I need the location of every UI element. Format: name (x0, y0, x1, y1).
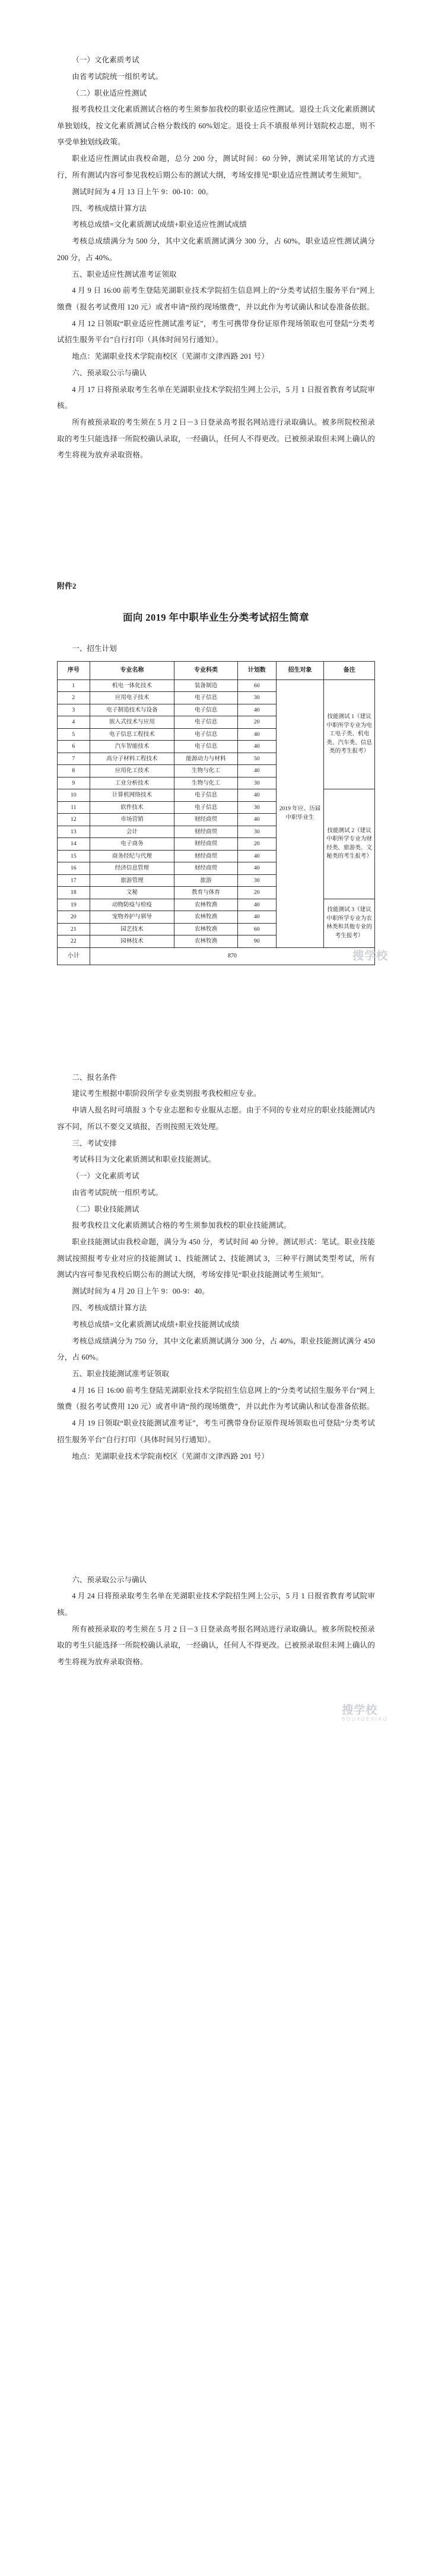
cell-major-name: 汽车智能技术 (90, 741, 174, 753)
cell-plan-count: 30 (237, 801, 276, 814)
heading-section-four-p3: 四、考核成绩计算方法 (72, 1304, 147, 1312)
cell-plan-count: 20 (237, 887, 276, 899)
cell-plan-count: 40 (237, 765, 276, 777)
cell-remarks: 技能测试 2（建议中职所学专业为财经类、旅游类、文秘类的考生报考） (324, 789, 375, 899)
paragraph-culture-exam: 由省考试院统一组织考试。 (72, 72, 163, 81)
paragraph-score-weight: 考核总成绩满分为 500 分，其中文化素质测试满分 300 分，占 60%，职业适应性测试满分 200 分，占 40%。 (57, 237, 375, 262)
cell-serial-no: 14 (58, 838, 90, 851)
paragraph-major-suggestion: 建议考生根据中职阶段所学专业类别报考我校相应专业。 (72, 1089, 261, 1098)
cell-major-category: 电子信息 (174, 692, 237, 704)
cell-plan-count: 40 (237, 862, 276, 875)
paragraph-payment-p3: 4 月 16 日 16:00 前考生登陆芜湖职业技术学院招生信息网上的“分类考试招生服务平台”网上缴费（报名考试费用 120 元）或者申请“预约现场缴费”，并以此作为考试确认和试卷准备依据。 (57, 1386, 375, 1411)
cell-major-name: 园艺技术 (90, 923, 174, 935)
header-remarks: 备注 (324, 661, 375, 679)
cell-serial-no: 17 (58, 874, 90, 887)
cell-major-name: 动物防疫与检疫 (90, 899, 174, 911)
cell-major-category: 生物与化工 (174, 765, 237, 777)
cell-major-category: 旅游 (174, 874, 237, 887)
document-page-3 (0, 1020, 432, 1483)
paragraph-aptitude-1: 报考我校且文化素质测试合格的考生须参加我校的职业适应性测试。退役士兵文化素质测试单独划线，按文化素质测试合格分数线的 60%划定。退役士兵不填报单列计划院校志愿，则不享受单独划线政策。 (57, 105, 375, 146)
cell-serial-no: 19 (58, 899, 90, 911)
page-separator-3 (0, 1483, 432, 1520)
cell-total-value: 870 (90, 947, 374, 965)
cell-major-category: 农林牧渔 (174, 899, 237, 911)
document-page-2 (0, 524, 432, 983)
heading-enrollment-plan: 一、招生计划 (72, 644, 117, 653)
cell-serial-no: 9 (58, 777, 90, 789)
cell-plan-count: 90 (237, 935, 276, 948)
paragraph-publicity-p4: 4 月 24 日将预录取考生名单在芜湖职业技术学院招生网上公示，5 月 1 日报省教育考试院审核。 (57, 1592, 375, 1617)
cell-serial-no: 6 (58, 741, 90, 753)
cell-plan-count: 40 (237, 741, 276, 753)
cell-serial-no: 21 (58, 923, 90, 935)
paragraph-score-formula-p3: 考核总成绩=文化素质测试成绩+职业技能测试成绩 (72, 1320, 240, 1329)
cell-major-name: 旅游管理 (90, 874, 174, 887)
cell-major-category: 农林牧渔 (174, 923, 237, 935)
cell-major-name: 商务经纪与代理 (90, 850, 174, 862)
paragraph-publicity: 4 月 17 日将预录取考生名单在芜湖职业技术学院招生网上公示，5 月 1 日报省教育考试院审核。 (57, 385, 375, 410)
cell-major-category: 财经商贸 (174, 850, 237, 862)
paragraph-location-p3: 地点：芜湖职业技术学院南校区（芜湖市文津西路 201 号） (72, 1452, 269, 1461)
cell-major-name: 经济信息管理 (90, 862, 174, 875)
paragraph-score-formula: 考核总成绩=文化素质测试成绩+职业适应性测试成绩 (72, 220, 247, 229)
cell-serial-no: 7 (58, 753, 90, 765)
watermark-text: 搜学校 (352, 949, 388, 962)
cell-major-name: 高分子材料工程技术 (90, 753, 174, 765)
cell-serial-no: 5 (58, 728, 90, 741)
attachment-label: 附件2 (57, 581, 77, 590)
paragraph-volunteer-rules: 申请人报名时可填报 3 个专业志愿和专业服从志愿。由于不同的专业对应的职业技能测试内容不同，所以不要交叉填报，否则按照无效处理。 (57, 1106, 375, 1131)
cell-major-name: 园林技术 (90, 935, 174, 948)
cell-major-name: 会计 (90, 826, 174, 838)
heading-section-five-p3: 五、职业技能测试准考证领取 (72, 1370, 169, 1378)
cell-major-name: 软件技术 (90, 801, 174, 814)
cell-major-name: 嵌入式技术与应用 (90, 716, 174, 729)
header-plan-count: 计划数 (237, 661, 276, 679)
cell-serial-no: 1 (58, 679, 90, 692)
enrollment-plan-table (57, 661, 375, 965)
paragraph-confirmation-p4: 所有被预录取的考生须在 5 月 2 日－3 日登录高考报名网站进行录取确认。被多所院校预录取的考生只能选择一所院校确认录取，一经确认，任何人不得更改。已被预录取但未网上确认的考生将视为放弃录取资格。 (57, 1624, 375, 1666)
table-row (58, 899, 375, 911)
paragraph-score-weight-p3: 考核总成绩满分为 750 分，其中文化素质测试满分 300 分，占 40%，职业技能测试满分 450 分，占 60%。 (57, 1336, 375, 1361)
cell-major-category: 电子信息 (174, 716, 237, 729)
document-page-1 (0, 0, 432, 488)
heading-section-six-p4: 六、预录取公示与确认 (72, 1575, 147, 1584)
cell-target-students: 2019 年应、历届中职毕业生 (276, 679, 324, 947)
table-row (58, 789, 375, 802)
cell-remarks: 技能测试 1（建议中职所学专业为电工电子类、机电类、汽车类、信息类的考生报考） (324, 679, 375, 789)
cell-major-name: 电子信息工程技术 (90, 728, 174, 741)
heading-skill-test: （二）职业技能测试 (72, 1205, 139, 1213)
cell-serial-no: 15 (58, 850, 90, 862)
heading-culture-exam: （一）文化素质考试 (72, 56, 139, 64)
cell-major-category: 农林牧渔 (174, 935, 237, 948)
cell-plan-count: 20 (237, 716, 276, 729)
table-header-row (58, 661, 375, 679)
paragraph-location: 地点：芜湖职业技术学院南校区（芜湖市文津西路 201 号） (72, 352, 269, 361)
cell-major-category: 电子信息 (174, 704, 237, 716)
cell-plan-count: 40 (237, 704, 276, 716)
header-major-category: 专业科类 (174, 661, 237, 679)
paragraph-test-time: 测试时间为 4 月 13 日上午 9：00-10：00。 (72, 187, 214, 196)
cell-serial-no: 20 (58, 911, 90, 924)
heading-section-five: 五、职业适应性测试准考证领取 (72, 270, 177, 279)
watermark-bottom (342, 1701, 388, 1722)
cell-plan-count: 40 (237, 728, 276, 741)
cell-major-name: 宠物养护与驯导 (90, 911, 174, 924)
cell-major-category: 生物与化工 (174, 777, 237, 789)
header-target-students: 招生对象 (276, 661, 324, 679)
cell-plan-count: 30 (237, 692, 276, 704)
cell-plan-count: 60 (237, 679, 276, 692)
paragraph-skill-time: 测试时间为 4 月 20 日上午 9：00-9：40。 (72, 1287, 209, 1295)
cell-plan-count: 40 (237, 789, 276, 802)
cell-serial-no: 2 (58, 692, 90, 704)
cell-major-category: 财经商贸 (174, 814, 237, 826)
cell-plan-count: 50 (237, 753, 276, 765)
heading-section-two: 二、报名条件 (72, 1073, 117, 1082)
cell-serial-no: 4 (58, 716, 90, 729)
cell-total-label: 小计 (58, 947, 90, 965)
cell-major-category: 电子信息 (174, 741, 237, 753)
cell-major-name: 电子制造技术与设备 (90, 704, 174, 716)
watermark (352, 947, 388, 963)
paragraph-culture-exam-p3: 由省考试院统一组织考试。 (72, 1188, 163, 1197)
heading-culture-exam-p3: （一）文化素质考试 (72, 1172, 139, 1180)
page-title: 面向 2019 年中职毕业生分类考试招生简章 (122, 612, 310, 623)
table-total-row (58, 947, 375, 965)
cell-major-category: 电子信息 (174, 801, 237, 814)
paragraph-confirmation: 所有被预录取的考生须在 5 月 2 日－3 日登录高考报名网站进行录取确认。被多所院校预录取的考生只能选择一所院校确认录取，一经确认，任何人不得更改。已被预录取但未网上确认的考生将视为放弃录取资格。 (57, 418, 375, 459)
header-serial-no: 序号 (58, 661, 90, 679)
cell-serial-no: 22 (58, 935, 90, 948)
cell-plan-count: 30 (237, 777, 276, 789)
cell-serial-no: 3 (58, 704, 90, 716)
heading-section-six: 六、预录取公示与确认 (72, 369, 147, 377)
cell-major-category: 教育与体育 (174, 887, 237, 899)
watermark-subtext: SOUXUEXIAO (342, 1716, 388, 1722)
paragraph-aptitude-2: 职业适应性测试由我校命题，总分 200 分，测试时间：60 分钟，测试采用笔试的方式进行，所有测试内容可参见我校后期公布的测试大纲，考场安排见“职业适应性测试考生须知”。 (57, 154, 375, 179)
paragraph-admission-ticket: 4 月 12 日领取“职业适应性测试准考证”，考生可携带身份证原件现场领取也可登陆“分类考试招生服务平台”自行打印（具体时间另行通知）。 (57, 319, 375, 344)
cell-remarks: 技能测试 3（建议中职所学专业为农林类和其他专业的考生报考） (324, 899, 375, 947)
table-body (58, 679, 375, 965)
cell-major-category: 能源动力与材料 (174, 753, 237, 765)
cell-serial-no: 8 (58, 765, 90, 777)
cell-major-name: 计算机网络技术 (90, 789, 174, 802)
cell-plan-count: 40 (237, 899, 276, 911)
cell-plan-count: 30 (237, 826, 276, 838)
cell-major-category: 财经商贸 (174, 838, 237, 851)
page-separator-2 (0, 983, 432, 1020)
cell-plan-count: 40 (237, 911, 276, 924)
cell-serial-no: 16 (58, 862, 90, 875)
cell-plan-count: 40 (237, 850, 276, 862)
cell-serial-no: 10 (58, 789, 90, 802)
header-major-name: 专业名称 (90, 661, 174, 679)
document-page-4 (0, 1520, 432, 1742)
cell-plan-count: 60 (237, 923, 276, 935)
cell-major-name: 文秘 (90, 887, 174, 899)
cell-major-name: 机电一体化技术 (90, 679, 174, 692)
cell-major-category: 财经商贸 (174, 862, 237, 875)
cell-serial-no: 11 (58, 801, 90, 814)
paragraph-exam-subjects: 考试科目为文化素质测试和职业技能测试。 (72, 1155, 216, 1164)
cell-plan-count: 20 (237, 838, 276, 851)
heading-aptitude-test: （二）职业适应性测试 (72, 88, 147, 97)
cell-serial-no: 12 (58, 814, 90, 826)
paragraph-admission-ticket-p3: 4 月 19 日领取“职业技能测试准考证”，考生可携带身份证原件现场领取也可登陆“分类考试招生服务平台”自行打印（具体时间另行通知）。 (57, 1419, 375, 1444)
cell-serial-no: 18 (58, 887, 90, 899)
cell-major-name: 应用化工技术 (90, 765, 174, 777)
table-row (58, 679, 375, 692)
cell-major-category: 电子信息 (174, 789, 237, 802)
cell-serial-no: 13 (58, 826, 90, 838)
watermark-text-bottom: 搜学校 (342, 1703, 378, 1717)
cell-plan-count: 30 (237, 874, 276, 887)
paragraph-skill-2: 职业技能测试由我校命题，满分为 450 分，考试时间 40 分钟。测试形式：笔试。职业技能测试按照报考专业对应的技能测试 1、技能测试 2、技能测试 3，三种平行测试类型考试，所有测试内容可参见我校后期公布的测试大纲，考场安排见“职业技能测试考生须知”。 (57, 1238, 375, 1279)
paragraph-skill-1: 报考我校且文化素质测试合格的考生须参加我校的职业技能测试。 (72, 1221, 291, 1229)
cell-major-category: 电子信息 (174, 728, 237, 741)
cell-major-category: 装备制造 (174, 679, 237, 692)
cell-major-category: 财经商贸 (174, 826, 237, 838)
cell-major-name: 电子商务 (90, 838, 174, 851)
heading-section-four: 四、考核成绩计算方法 (72, 204, 147, 213)
cell-major-name: 应用电子技术 (90, 692, 174, 704)
cell-major-name: 市场营销 (90, 814, 174, 826)
cell-plan-count: 40 (237, 814, 276, 826)
heading-section-three: 三、考试安排 (72, 1139, 117, 1148)
paragraph-payment: 4 月 9 日 16:00 前考生登陆芜湖职业技术学院招生信息网上的“分类考试招生服务平台”网上缴费（报名考试费用 120 元）或者申请“预约现场缴费”，并以此作为考试确认和试卷准备依据。 (57, 286, 375, 311)
cell-major-name: 工业分析技术 (90, 777, 174, 789)
cell-major-category: 农林牧渔 (174, 911, 237, 924)
page-separator-1 (0, 488, 432, 524)
